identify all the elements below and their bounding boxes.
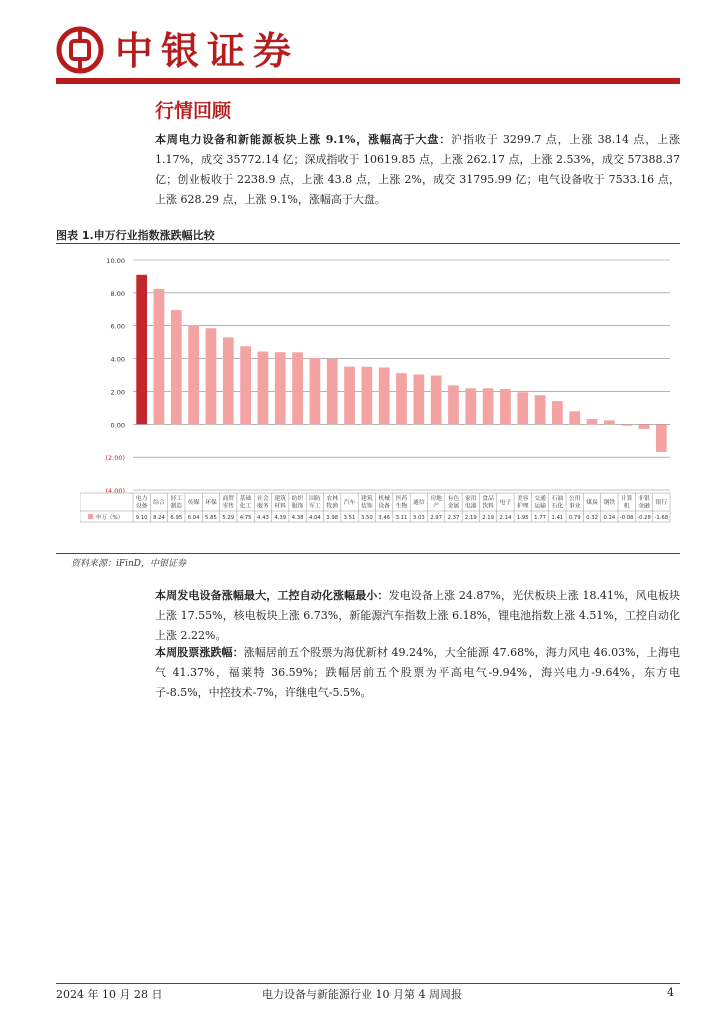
category-label: 轻工 bbox=[170, 496, 183, 502]
paragraph-body: 沪指收于 3299.7 点，上涨 38.14 点，上涨 1.17%，成交 35772.14 亿；深成指收于 10619.85 点，上涨 262.17 点，上涨 2.53%，成交 57388.37 亿；创业板收于 2238.9 点，上涨 43.8 点，上涨 2%，成交 31795.99 亿；电气设备收于 7533.16 点，上涨 628.29 点，上涨 9.1%，涨幅高于大盘。 bbox=[155, 133, 681, 206]
bar bbox=[154, 289, 165, 424]
brand-name: 中银证券 bbox=[115, 29, 300, 73]
bar bbox=[413, 375, 424, 425]
bar bbox=[517, 392, 528, 424]
category-label: 综合 bbox=[153, 500, 165, 506]
value-label: 4.39 bbox=[274, 515, 287, 521]
value-label: -0.08 bbox=[619, 515, 634, 521]
footer-divider bbox=[56, 983, 680, 984]
value-label: 4.75 bbox=[239, 515, 252, 521]
value-label: 9.10 bbox=[135, 515, 148, 521]
value-label: 3.98 bbox=[326, 515, 339, 521]
category-label: 产 bbox=[433, 503, 440, 510]
category-label: 护理 bbox=[516, 503, 529, 510]
value-label: 5.85 bbox=[205, 515, 217, 521]
category-label: 有色 bbox=[447, 496, 460, 502]
bar bbox=[621, 424, 632, 425]
bar bbox=[656, 424, 667, 452]
paragraph-body: 涨幅居前五个股票为海优新材 49.24%，大全能源 47.68%，海力风电 46.03%，上海电气 41.37%，福莱特 36.59%；跌幅居前五个股票为平高电气-9.94%，海兴电力-9.64%，东方电子-8.5%，中控技术-7%，许继电气-5.5%。 bbox=[155, 646, 680, 699]
value-label: 4.38 bbox=[291, 515, 304, 521]
bar bbox=[327, 359, 338, 424]
section-title: 行情回顾 bbox=[155, 100, 232, 122]
category-label: 事业 bbox=[568, 503, 581, 510]
value-label: 0.32 bbox=[586, 515, 598, 521]
category-label: 饮料 bbox=[482, 503, 494, 510]
category-label: 基础 bbox=[239, 496, 252, 502]
legend-label: 申万（%） bbox=[96, 515, 124, 521]
value-label: 6.95 bbox=[170, 515, 183, 521]
bar bbox=[465, 388, 476, 424]
category-label: 材料 bbox=[274, 503, 287, 510]
category-label: 计算 bbox=[620, 496, 633, 502]
y-tick-label: (2.00) bbox=[105, 454, 125, 463]
category-label: 运输 bbox=[534, 503, 546, 510]
category-label: 电子 bbox=[499, 500, 512, 506]
bar bbox=[292, 352, 303, 424]
value-label: 2.19 bbox=[464, 515, 477, 521]
category-label: 军工 bbox=[309, 503, 321, 510]
category-label: 通信 bbox=[413, 500, 425, 506]
value-label: 8.24 bbox=[153, 515, 165, 521]
value-label: 2.14 bbox=[499, 515, 512, 521]
y-tick-label: 10.00 bbox=[106, 257, 125, 265]
category-label: 纺织 bbox=[291, 496, 304, 502]
category-label: 电器 bbox=[464, 503, 477, 510]
category-label: 生物 bbox=[395, 503, 408, 510]
category-label: 装饰 bbox=[361, 503, 373, 510]
y-tick-label: 0.00 bbox=[110, 421, 125, 430]
stock-movers-paragraph bbox=[155, 643, 680, 703]
bar bbox=[240, 346, 251, 424]
bar bbox=[223, 337, 234, 424]
value-label: 2.37 bbox=[447, 515, 460, 521]
bar bbox=[206, 328, 217, 424]
category-label: 建筑 bbox=[361, 496, 373, 502]
category-label: 钢铁 bbox=[603, 500, 616, 506]
value-label: 3.11 bbox=[395, 515, 408, 521]
category-label: 农林 bbox=[326, 496, 339, 502]
bar bbox=[171, 310, 182, 424]
legend-swatch bbox=[88, 514, 93, 519]
value-label: 0.24 bbox=[603, 515, 616, 521]
bar bbox=[500, 389, 511, 424]
value-label: 3.50 bbox=[360, 515, 373, 521]
category-label: 金属 bbox=[447, 503, 460, 510]
value-label: 1.95 bbox=[516, 515, 529, 521]
figure-bottom-rule bbox=[56, 553, 680, 554]
category-label: 社会 bbox=[257, 496, 269, 502]
bank-logo-icon bbox=[56, 26, 104, 74]
bar bbox=[396, 373, 407, 424]
value-label: 4.43 bbox=[257, 515, 269, 521]
category-label: 石油 bbox=[551, 496, 564, 502]
bar bbox=[448, 385, 459, 424]
paragraph-lead: 本周发电设备涨幅最大，工控自动化涨幅最小： bbox=[155, 589, 389, 602]
y-tick-label: 2.00 bbox=[110, 388, 125, 397]
bar bbox=[361, 367, 372, 425]
footer-report-title: 电力设备与新能源行业 10 月第 4 周周报 bbox=[262, 988, 462, 1001]
category-label: 化工 bbox=[239, 503, 252, 510]
category-label: 房地 bbox=[430, 496, 442, 502]
value-label: -1.68 bbox=[654, 515, 669, 521]
category-label: 制造 bbox=[170, 503, 183, 510]
category-label: 零售 bbox=[222, 503, 235, 510]
paragraph-lead: 本周电力设备和新能源板块上涨 9.1%，涨幅高于大盘： bbox=[155, 133, 452, 146]
category-label: 非银 bbox=[638, 496, 650, 502]
sector-performance-paragraph bbox=[155, 586, 680, 646]
footer-date: 2024 年 10 月 28 日 bbox=[56, 988, 163, 1001]
figure-title: 图表 1.申万行业指数涨跌幅比较 bbox=[56, 229, 215, 242]
market-review-paragraph bbox=[155, 130, 680, 210]
value-label: 3.03 bbox=[412, 515, 425, 521]
category-label: 煤炭 bbox=[586, 500, 598, 506]
category-label: 机械 bbox=[378, 496, 390, 502]
category-label: 医药 bbox=[395, 496, 408, 502]
category-label: 服饰 bbox=[291, 503, 304, 510]
paragraph-body: 发电设备上涨 24.87%，光伏板块上涨 18.41%，风电板块上涨 17.55%，核电板块上涨 6.73%，新能源汽车指数上涨 6.18%，锂电池指数上涨 4.51%，工控自动化上涨 2.22%。 bbox=[155, 589, 680, 642]
figure-top-rule bbox=[56, 243, 680, 244]
figure-source: 资料来源：iFinD，中银证券 bbox=[71, 559, 187, 569]
category-label: 设备 bbox=[135, 503, 148, 510]
value-label: 2.97 bbox=[430, 515, 443, 521]
value-label: 3.46 bbox=[378, 515, 391, 521]
value-label: -0.28 bbox=[637, 515, 651, 521]
category-label: 家用 bbox=[464, 496, 477, 502]
category-label: 设备 bbox=[378, 503, 390, 510]
bar bbox=[188, 325, 199, 424]
category-label: 机 bbox=[623, 503, 630, 510]
category-label: 食品 bbox=[482, 496, 494, 502]
category-label: 金融 bbox=[638, 503, 650, 510]
category-label: 公用 bbox=[568, 496, 581, 502]
bar bbox=[431, 375, 442, 424]
bar bbox=[275, 352, 286, 424]
value-label: 4.04 bbox=[308, 515, 321, 521]
value-label: 5.29 bbox=[222, 515, 235, 521]
paragraph-lead: 本周股票涨跌幅： bbox=[155, 646, 244, 659]
bar bbox=[483, 388, 494, 424]
bar bbox=[587, 419, 598, 424]
value-label: 1.77 bbox=[534, 515, 546, 521]
category-label: 牧渔 bbox=[326, 503, 339, 510]
industry-index-bar-chart bbox=[80, 250, 680, 525]
category-label: 服务 bbox=[257, 503, 269, 510]
bar bbox=[569, 411, 580, 424]
value-label: 3.51 bbox=[343, 515, 356, 521]
y-tick-label: 4.00 bbox=[110, 355, 125, 364]
category-label: 石化 bbox=[551, 503, 564, 510]
category-label: 环保 bbox=[205, 500, 217, 506]
value-label: 6.04 bbox=[187, 515, 200, 521]
value-label: 0.79 bbox=[568, 515, 581, 521]
bar bbox=[379, 367, 390, 424]
bar bbox=[535, 395, 546, 424]
bar bbox=[310, 358, 321, 424]
data-table-frame bbox=[80, 493, 670, 522]
category-label: 商贸 bbox=[222, 496, 235, 502]
header-divider bbox=[56, 78, 680, 84]
bar bbox=[344, 367, 355, 425]
bar bbox=[552, 401, 563, 424]
value-label: 2.19 bbox=[482, 515, 495, 521]
category-label: 国防 bbox=[309, 496, 321, 502]
category-label: 汽车 bbox=[343, 500, 356, 506]
y-tick-label: 8.00 bbox=[110, 289, 125, 298]
y-tick-label: 6.00 bbox=[110, 322, 125, 331]
bar bbox=[136, 275, 147, 425]
category-label: 交通 bbox=[534, 496, 546, 502]
bar bbox=[258, 352, 269, 425]
bar bbox=[604, 420, 615, 424]
y-tick-label: (4.00) bbox=[105, 487, 125, 495]
category-label: 电力 bbox=[135, 496, 148, 502]
category-label: 建筑 bbox=[274, 496, 287, 502]
bar bbox=[639, 424, 650, 429]
category-label: 传媒 bbox=[187, 500, 200, 506]
value-label: 1.41 bbox=[551, 515, 564, 521]
category-label: 美容 bbox=[516, 496, 529, 502]
page-number: 4 bbox=[667, 986, 674, 999]
category-label: 银行 bbox=[655, 500, 668, 506]
